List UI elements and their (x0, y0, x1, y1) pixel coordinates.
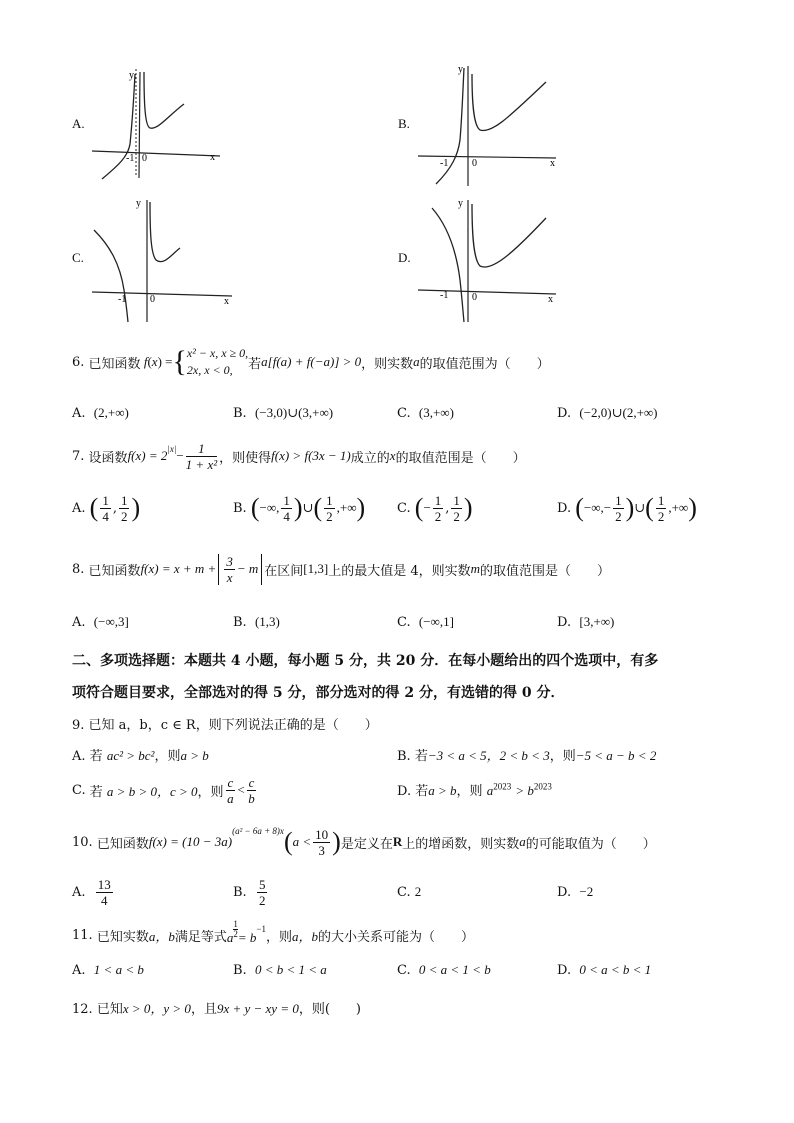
right-branch (144, 72, 184, 128)
q6-middle: 若 (248, 356, 262, 372)
q10-option-a[interactable]: A. $\frac{13}{4}$ (72, 876, 111, 908)
q6-option-b[interactable]: B. (−3,0)∪(3,+∞) (233, 405, 334, 421)
y-label: y (129, 70, 134, 81)
origin-label: 0 (150, 294, 155, 305)
q10-stem: 10. 已知函数 f(x) = (10 − 3a) $^{(a^2 - 6a + 8)x}$ ( a < $\frac{10}{3}$ ) 是定义在 R 上的增函数，则实数 a 的可能取值为（ ） (72, 826, 656, 858)
right-branch (150, 202, 180, 262)
q7-exp: |x| (167, 444, 177, 454)
q8-option-d[interactable]: D. [3,+∞) (557, 614, 615, 630)
origin-label: 0 (472, 158, 477, 169)
q7-stem: 7. 设函数 f(x) = 2 $^{|x|}$ − $\frac{1}{\text{1 + x²}}$ ，则使得 f(x) > f(3x − 1) 成立的 x 的取值范围是（ ） (72, 440, 526, 472)
x-axis (92, 292, 232, 296)
q8-number: 8. (72, 561, 85, 577)
graph-a (92, 64, 227, 182)
q6-brace: { (172, 345, 187, 378)
q6-var: a (413, 354, 420, 369)
q6-prefix: 已知函数 (88, 356, 141, 372)
q8-option-a[interactable]: A. (−∞,3] (72, 614, 129, 630)
q7-option-a[interactable]: A. ( $\frac{1}{4}$ , $\frac{1}{2}$ ) (72, 492, 141, 524)
q6-option-d[interactable]: D. (−2,0)∪(2,+∞) (557, 405, 658, 421)
q6-suffix2: 的取值范围为（ ） (419, 356, 550, 372)
q7-func: f(x) = 2 (127, 448, 168, 463)
q8-var: m (470, 561, 480, 576)
y-axis (139, 72, 140, 178)
tick-neg1: -1 (118, 294, 127, 305)
y-label: y (136, 198, 141, 209)
q7-suffix2: 的取值范围是（ ） (395, 450, 526, 466)
q9-option-c[interactable]: C. 若 a > b > 0，c > 0 ，则 $\frac{c}{a}$ < $\frac{c}{b}$ (72, 774, 255, 806)
graph-c-label: C. (72, 250, 84, 265)
q7-prefix: 设函数 (88, 450, 128, 466)
section2-line1: 二、多项选择题：本题共 4 小题，每小题 5 分，共 20 分．在每小题给出的四个选项中，有多 (72, 653, 659, 669)
q8-stem (72, 551, 610, 587)
q11-option-d[interactable]: D. 0 < a < b < 1 (557, 962, 652, 978)
q9-option-b[interactable]: B. 若−3 < a < 5，2 < b < 3，则−5 < a − b < 2 (397, 748, 657, 764)
q6-option-c[interactable]: C. (3,+∞) (397, 405, 454, 421)
q8-func: f(x) = x + m + (140, 561, 217, 576)
left-branch (432, 208, 464, 322)
q12-stem: 12. 已知x > 0，y > 0，且9x + y − xy = 0，则( ) (72, 1001, 362, 1017)
q6-number: 6. (72, 354, 85, 370)
x-axis (418, 290, 556, 294)
q9-stem: 9. 已知 a，b，c ∈ R，则下列说法正确的是（ ） (72, 718, 378, 733)
right-branch (472, 204, 546, 267)
q7-number: 7. (72, 448, 85, 464)
tick-neg1: -1 (126, 153, 135, 164)
q10-option-d[interactable]: D. −2 (557, 884, 594, 900)
q6-case2: 2x, x < 0, (186, 363, 233, 377)
q9-option-d[interactable]: D. 若a > b，则 $a^{2023} > b^{2023}$ (397, 781, 552, 799)
origin-label: 0 (472, 292, 477, 303)
x-axis (418, 156, 556, 158)
q9-option-a[interactable]: A. 若 ac² > bc²，则a > b (72, 748, 209, 764)
x-label: x (210, 152, 215, 163)
x-label: x (550, 158, 555, 169)
section2-line2: 项符合题目要求，全部选对的得 5 分，部分选对的得 2 分，有选错的得 0 分． (72, 685, 565, 701)
q7-option-b[interactable]: B. ( −∞, $\frac{1}{4}$ ) ∪ ( $\frac{1}{2}$ ,+∞ ) (233, 492, 366, 524)
q6-suffix: ，则实数 (361, 356, 414, 372)
q6-stem: 6. 已知函数 f ( x ) = { x² − x, x ≥ 0, 2x, x < 0, 若 a[f(a) + f(−a)] > 0 ，则实数 a 的取值范围为（ ） (72, 345, 550, 378)
q11-option-a[interactable]: A. 1 < a < b (72, 962, 144, 978)
q7-suffix: 成立的 (350, 450, 390, 466)
q7-minus: − (176, 448, 184, 463)
graph-d-label: D. (398, 250, 411, 265)
q8-abs: $\frac{3}{x}$ − m (218, 554, 262, 585)
graph-a-label: A. (72, 116, 85, 131)
q8-option-c[interactable]: C. (−∞,1] (397, 614, 454, 630)
q11-option-c[interactable]: C. 0 < a < 1 < b (397, 962, 491, 978)
q8-option-b[interactable]: B. (1,3) (233, 614, 280, 630)
x-label: x (224, 296, 229, 307)
left-branch (94, 230, 128, 322)
q8-interval: [1,3] (303, 561, 329, 576)
graph-c (92, 194, 237, 324)
x-label: x (548, 294, 553, 305)
q7-option-c[interactable]: C. ( − $\frac{1}{2}$ , $\frac{1}{2}$ ) (397, 492, 473, 524)
q7-option-d[interactable]: D. ( −∞,− $\frac{1}{2}$ ) ∪ ( $\frac{1}{2}$ ,+∞ ) (557, 492, 697, 524)
graph-b-label: B. (398, 116, 410, 131)
q6-option-a[interactable]: A. (2,+∞) (72, 405, 129, 421)
q8-suffix2: 的取值范围是（ ） (479, 563, 610, 579)
y-label: y (458, 64, 463, 75)
q11-option-b[interactable]: B. 0 < b < 1 < a (233, 962, 327, 978)
q7-middle: ，则使得 (219, 450, 272, 466)
tick-neg1: -1 (440, 158, 449, 169)
q10-option-b[interactable]: B. $\frac{5}{2}$ (233, 876, 266, 908)
q7-ineq: f(x) > f(3x − 1) (271, 448, 351, 463)
q8-middle: 在区间 (264, 563, 304, 579)
x-axis (92, 151, 220, 156)
q8-prefix: 已知函数 (88, 563, 141, 579)
graph-d (418, 194, 563, 324)
q6-condition: a[f(a) + f(−a)] > 0 (261, 354, 362, 369)
q6-case1: x² − x, x ≥ 0, (186, 346, 249, 360)
origin-label: 0 (142, 153, 147, 164)
q8-suffix: 上的最大值是 4，则实数 (328, 563, 471, 579)
q11-stem: 11. 已知实数 a，b 满足等式 a $\frac{1}{2}$ = b $^{-1}$ ，则 a，b 的大小关系可能为（ ） (72, 919, 475, 945)
tick-neg1: -1 (440, 290, 449, 301)
q7-var: x (389, 448, 396, 463)
y-label: y (458, 198, 463, 209)
graph-b (418, 60, 563, 188)
right-branch (472, 74, 546, 131)
q10-option-c[interactable]: C. 2 (397, 884, 422, 900)
